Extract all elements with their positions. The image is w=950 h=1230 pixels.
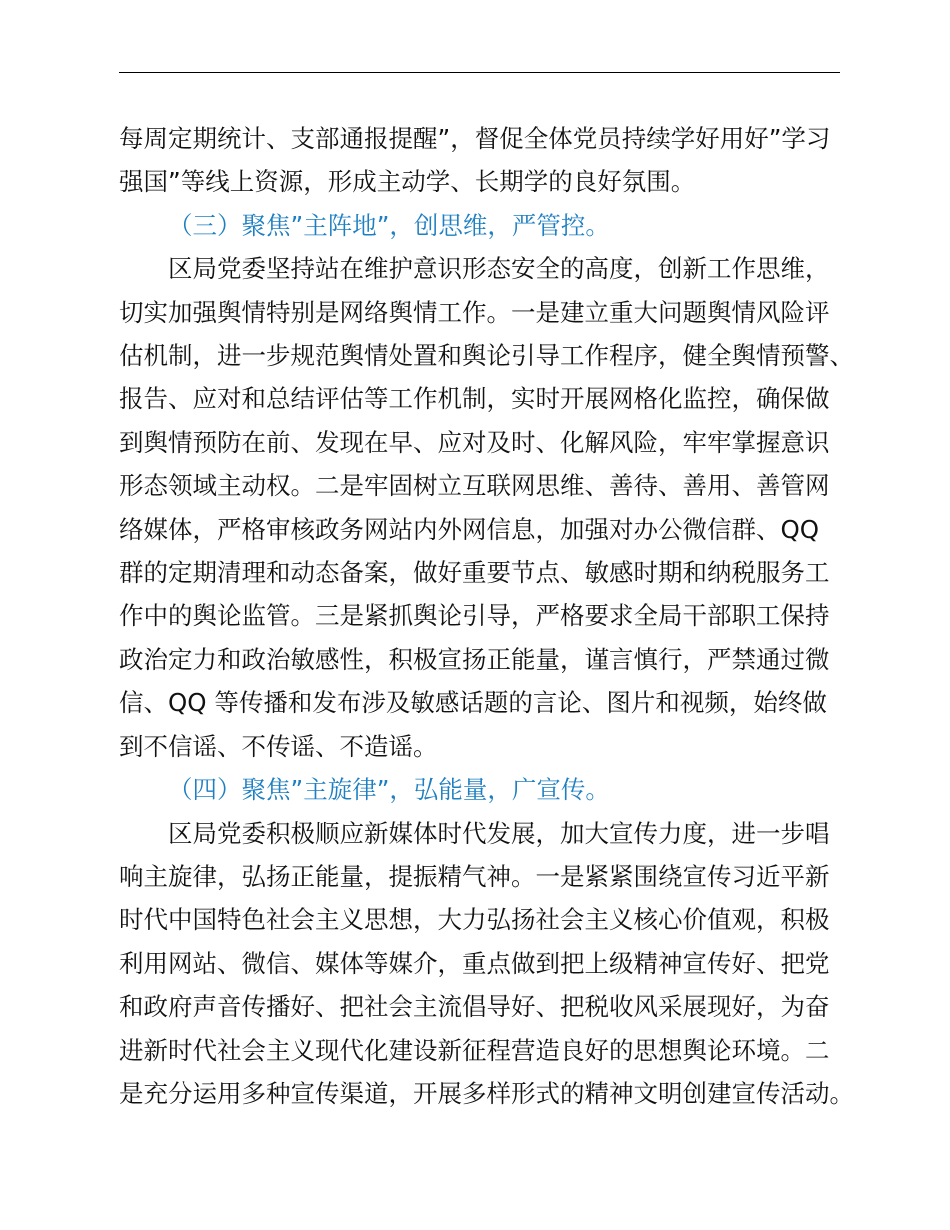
text-line: 群的定期清理和动态备案，做好重要节点、敏感时期和纳税服务工 — [119, 558, 830, 588]
paragraph-start: 区局党委积极顺应新媒体时代发展，加大宣传力度，进一步唱 — [168, 818, 830, 848]
paragraph-start: 区局党委坚持站在维护意识形态安全的高度，创新工作思维， — [168, 254, 830, 284]
header-rule — [119, 72, 840, 73]
text-line: 时代中国特色社会主义思想，大力弘扬社会主义核心价值观，积极 — [119, 905, 830, 935]
text-line: 到不信谣、不传谣、不造谣。 — [119, 731, 438, 761]
text-line: 和政府声音传播好、把社会主流倡导好、把税收风采展现好，为奋 — [119, 992, 830, 1022]
section-heading-4: （四）聚焦”主旋律”，弘能量，广宣传。 — [168, 775, 610, 805]
text-line: 作中的舆论监管。三是紧抓舆论引导，严格要求全局干部职工保持 — [119, 601, 830, 631]
text-line: 到舆情预防在前、发现在早、应对及时、化解风险，牢牢掌握意识 — [119, 427, 830, 457]
text-line: 络媒体，严格审核政务网站内外网信息，加强对办公微信群、QQ — [119, 514, 820, 544]
text-line: 利用网站、微信、媒体等媒介，重点做到把上级精神宣传好、把党 — [119, 948, 830, 978]
text-line: 每周定期统计、支部通报提醒”，督促全体党员持续学好用好”学习 — [119, 124, 831, 153]
text-line: 形态领域主动权。二是牢固树立互联网思维、善待、善用、善管网 — [119, 471, 830, 501]
text-line: 政治定力和政治敏感性，积极宣扬正能量，谨言慎行，严禁通过微 — [119, 644, 830, 674]
text-line: 强国”等线上资源，形成主动学、长期学的良好氛围。 — [119, 167, 696, 197]
section-heading-3: （三）聚焦”主阵地”，创思维，严管控。 — [168, 210, 610, 240]
text-line: 是充分运用多种宣传渠道，开展多样形式的精神文明创建宣传活动。 — [119, 1078, 854, 1108]
text-line: 切实加强舆情特别是网络舆情工作。一是建立重大问题舆情风险评 — [119, 297, 830, 327]
text-line: 进新时代社会主义现代化建设新征程营造良好的思想舆论环境。二 — [119, 1035, 830, 1065]
text-line: 响主旋律，弘扬正能量，提振精气神。一是紧紧围绕宣传习近平新 — [119, 861, 830, 891]
document-body — [119, 117, 854, 1115]
text-line: 信、QQ 等传播和发布涉及敏感话题的言论、图片和视频，始终做 — [119, 688, 827, 718]
text-line: 报告、应对和总结评估等工作机制，实时开展网格化监控，确保做 — [119, 384, 830, 414]
text-line: 估机制，进一步规范舆情处置和舆论引导工作程序，健全舆情预警、 — [119, 341, 854, 371]
